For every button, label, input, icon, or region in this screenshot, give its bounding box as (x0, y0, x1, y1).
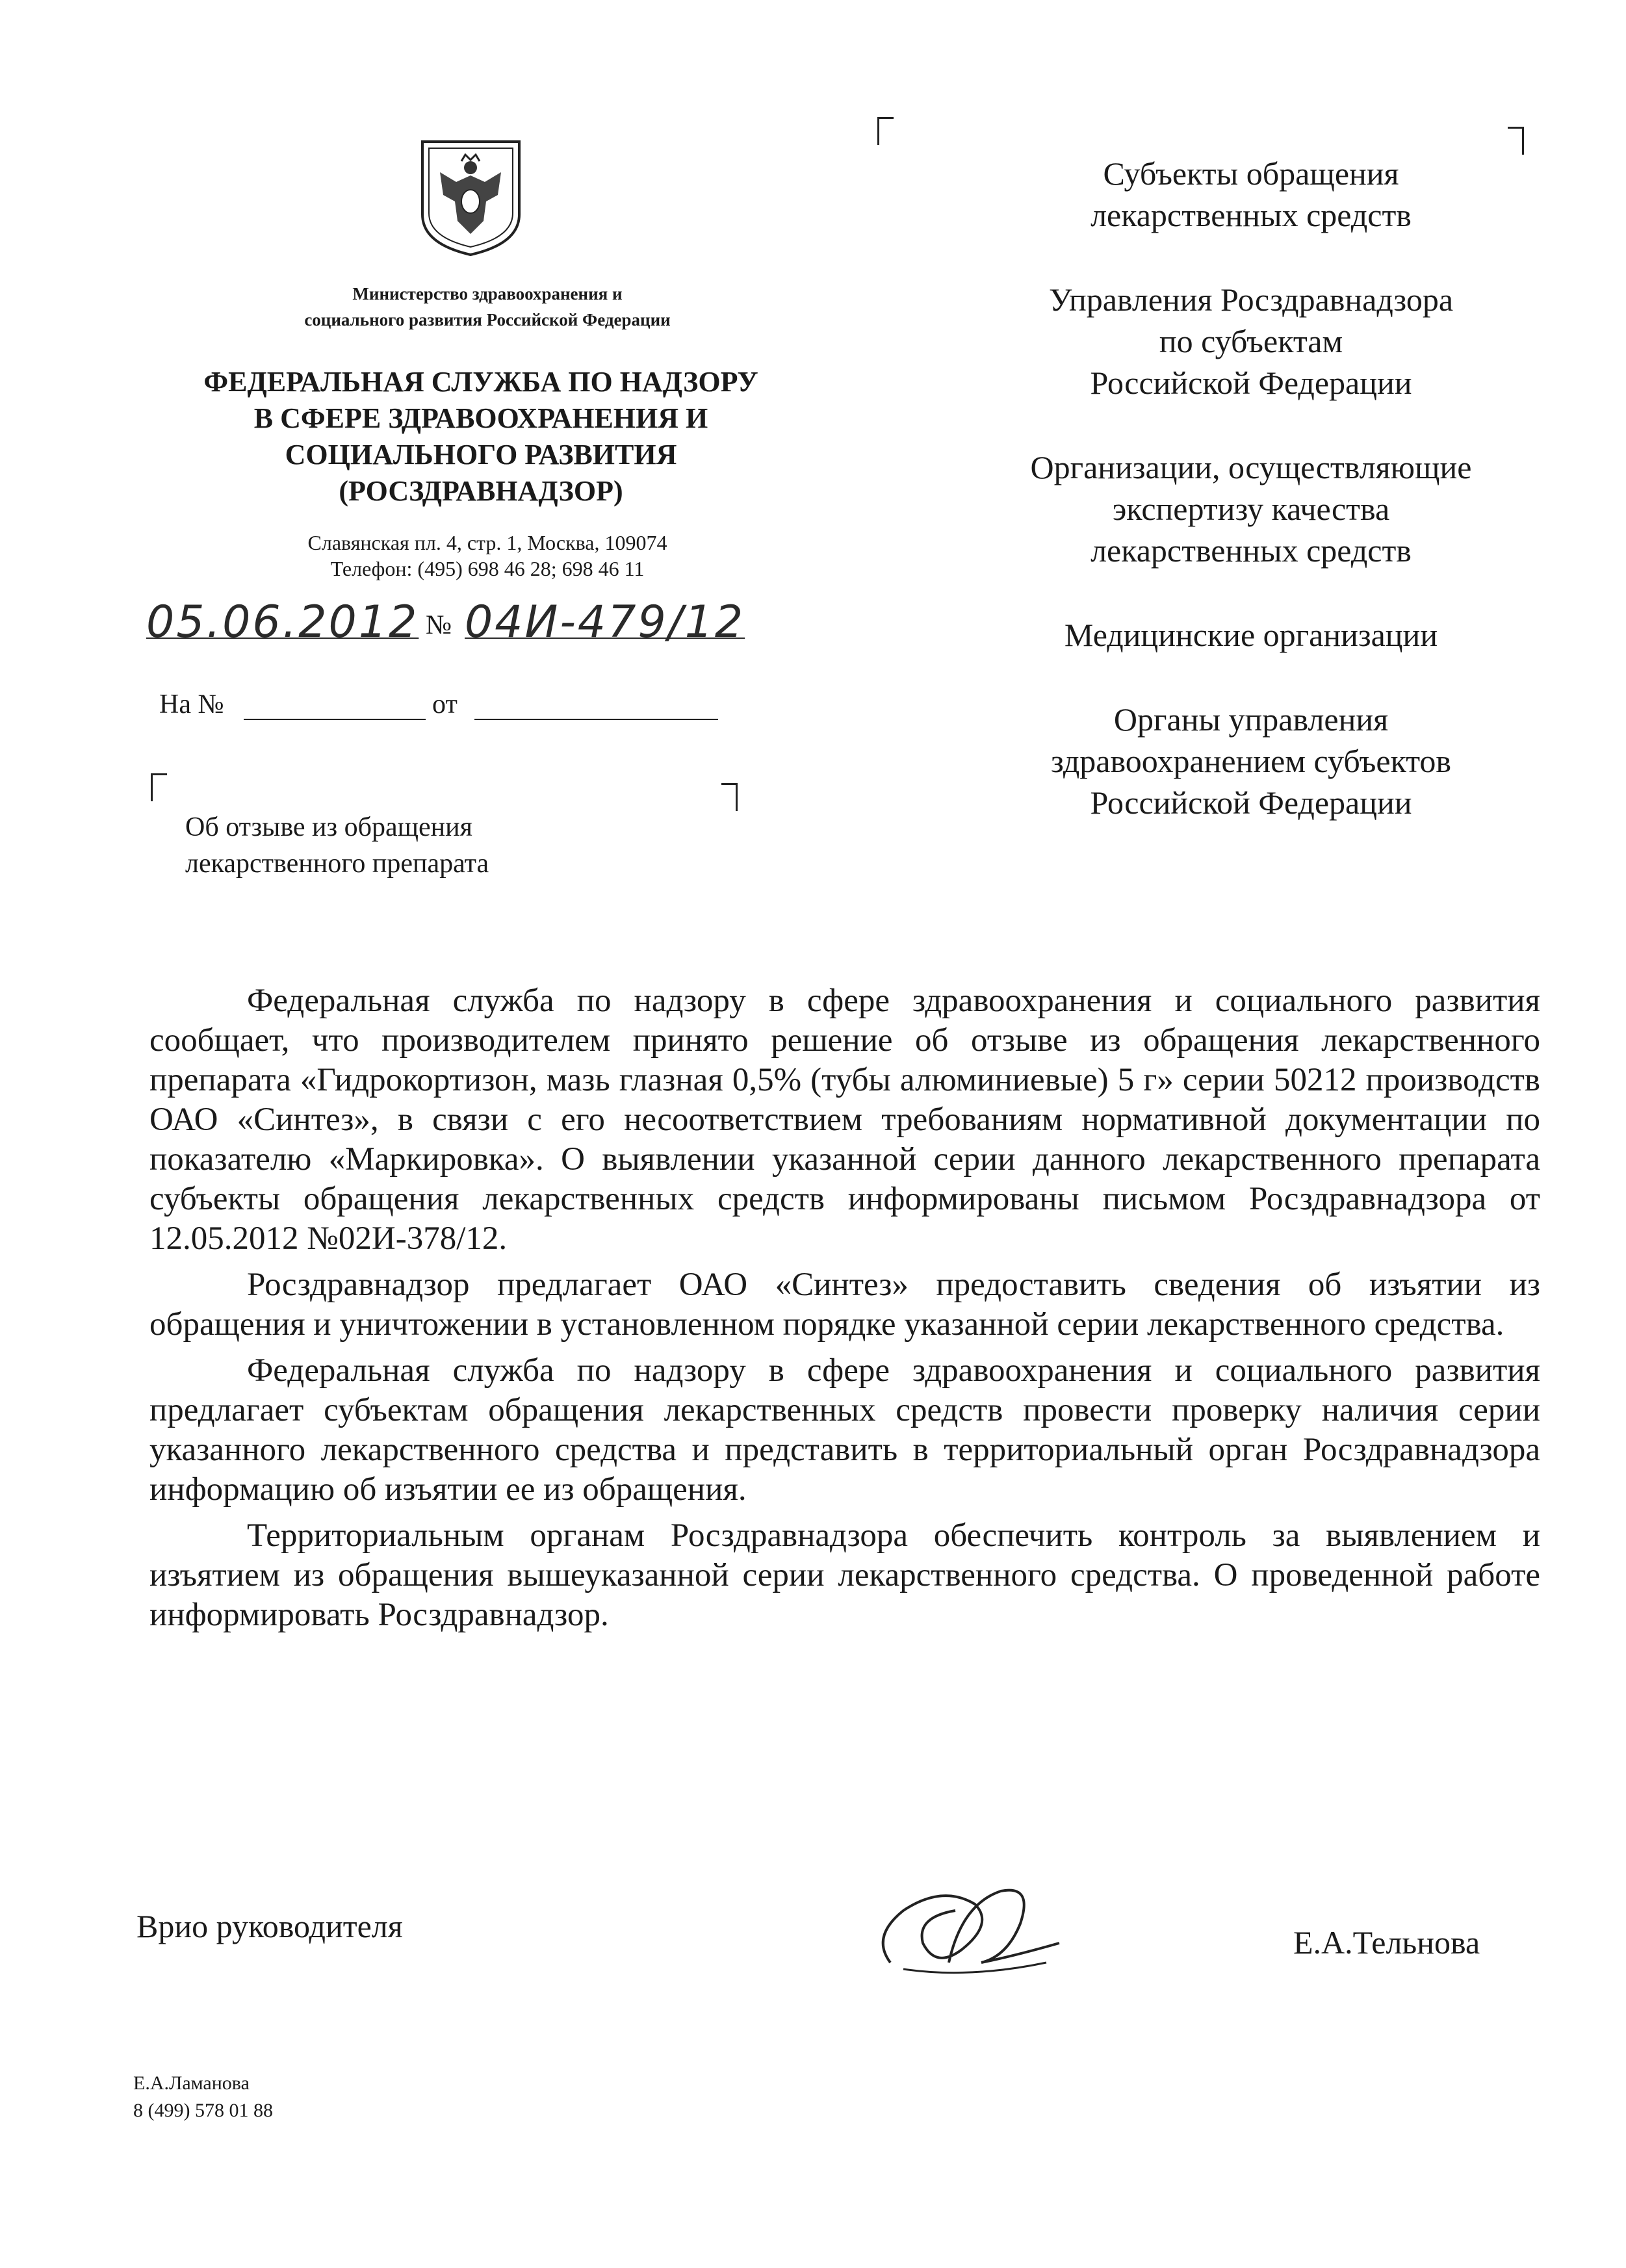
registration-number: 04И-479/12 (465, 597, 745, 648)
addressee-line: Органы управления (1113, 701, 1389, 738)
addressees (910, 153, 1592, 866)
addressee-group (910, 614, 1592, 656)
reference-line (159, 689, 744, 728)
corner-mark (721, 783, 738, 811)
addressee-line: по субъектам (1159, 323, 1343, 359)
ministry-name (195, 281, 780, 333)
registration-line (140, 591, 790, 656)
executor-info (133, 2070, 273, 2124)
service-line: В СФЕРЕ ЗДРАВООХРАНЕНИЯ И (253, 402, 708, 434)
addressee-line: экспертизу качества (1112, 491, 1390, 527)
executor-phone: 8 (499) 578 01 88 (133, 2100, 273, 2121)
service-title (143, 364, 819, 509)
addressee-group (910, 153, 1592, 236)
addressee-line: Российской Федерации (1090, 784, 1412, 821)
address-line: Славянская пл. 4, стр. 1, Москва, 109074 (307, 531, 667, 554)
letter-subject (185, 809, 705, 882)
service-line: ФЕДЕРАЛЬНАЯ СЛУЖБА ПО НАДЗОРУ (203, 366, 758, 398)
addressee-line: Организации, осуществляющие (1030, 449, 1472, 485)
na-blank (244, 719, 426, 720)
addressee-line: здравоохранением субъектов (1050, 743, 1452, 779)
body-paragraph: Федеральная служба по надзору в сфере здравоохранения и социального развития сообщает, что производителем принято решение об отзыве из обращения лекарственного препарата «Гидрокортизон, мазь глазная 0,5% (тубы алюминиевые) 5 г» серии 50212 производств ОАО «Синтез», в связи с его несоответствием требованиям нормативной документации по показателю «Маркировка». О выявлении указанной серии данного лекарственного препарата субъекты обращения лекарственных средств информированы письмом Росздравнадзора от 12.05.2012 №02И-378/12. (149, 983, 1540, 1257)
body-paragraph: Территориальным органам Росздравнадзора обеспечить контроль за выявлением и изъятием из обращения вышеуказанной серии лекарственного средства. О проведенной работе информировать Росздравнадзор. (149, 1517, 1540, 1633)
subject-line: Об отзыве из обращения (185, 812, 472, 842)
service-line: (РОСЗДРАВНАДЗОР) (339, 475, 623, 507)
ot-blank (474, 719, 718, 720)
signatory-name: Е.А.Тельнова (1293, 1924, 1480, 1961)
number-label: № (426, 610, 452, 640)
signature-icon (864, 1865, 1072, 1995)
addressee-group (910, 446, 1592, 571)
service-line: СОЦИАЛЬНОГО РАЗВИТИЯ (285, 439, 677, 470)
addressee-line: Субъекты обращения (1103, 155, 1399, 192)
addressee-line: Управления Росздравнадзора (1048, 281, 1454, 318)
ministry-line: Министерство здравоохранения и (352, 284, 623, 303)
na-label: На № (159, 689, 224, 719)
corner-mark (1508, 127, 1524, 155)
registration-date: 05.06.2012 (146, 597, 419, 648)
ministry-line: социального развития Российской Федерации (304, 310, 671, 329)
body-paragraph: Росздравнадзор предлагает ОАО «Синтез» предоставить сведения об изъятии из обращения и уничтожении в установленном порядке указанной серии лекарственного средства. (149, 1267, 1540, 1343)
signatory-position: Врио руководителя (136, 1908, 403, 1944)
addressee-line: лекарственных средств (1090, 532, 1412, 569)
addressee-line: Медицинские организации (1064, 617, 1438, 653)
corner-mark (877, 117, 894, 145)
ot-label: от (432, 689, 458, 719)
letter-body (149, 981, 1540, 1642)
body-paragraph: Федеральная служба по надзору в сфере здравоохранения и социального развития предлагает субъектам обращения лекарственных средств провести проверку наличия серии указанного лекарственного средства и представить в территориальный орган Росздравнадзора информацию об изъятии ее из обращения. (149, 1352, 1540, 1508)
coat-of-arms-icon (417, 136, 524, 260)
addressee-line: Российской Федерации (1090, 365, 1412, 401)
service-address (195, 530, 780, 582)
addressee-line: лекарственных средств (1090, 197, 1412, 233)
phone-line: Телефон: (495) 698 46 28; 698 46 11 (330, 557, 645, 580)
subject-line: лекарственного препарата (185, 849, 489, 879)
addressee-group (910, 279, 1592, 404)
executor-name: Е.А.Ламанова (133, 2072, 250, 2094)
corner-mark (151, 773, 167, 801)
addressee-group (910, 699, 1592, 823)
